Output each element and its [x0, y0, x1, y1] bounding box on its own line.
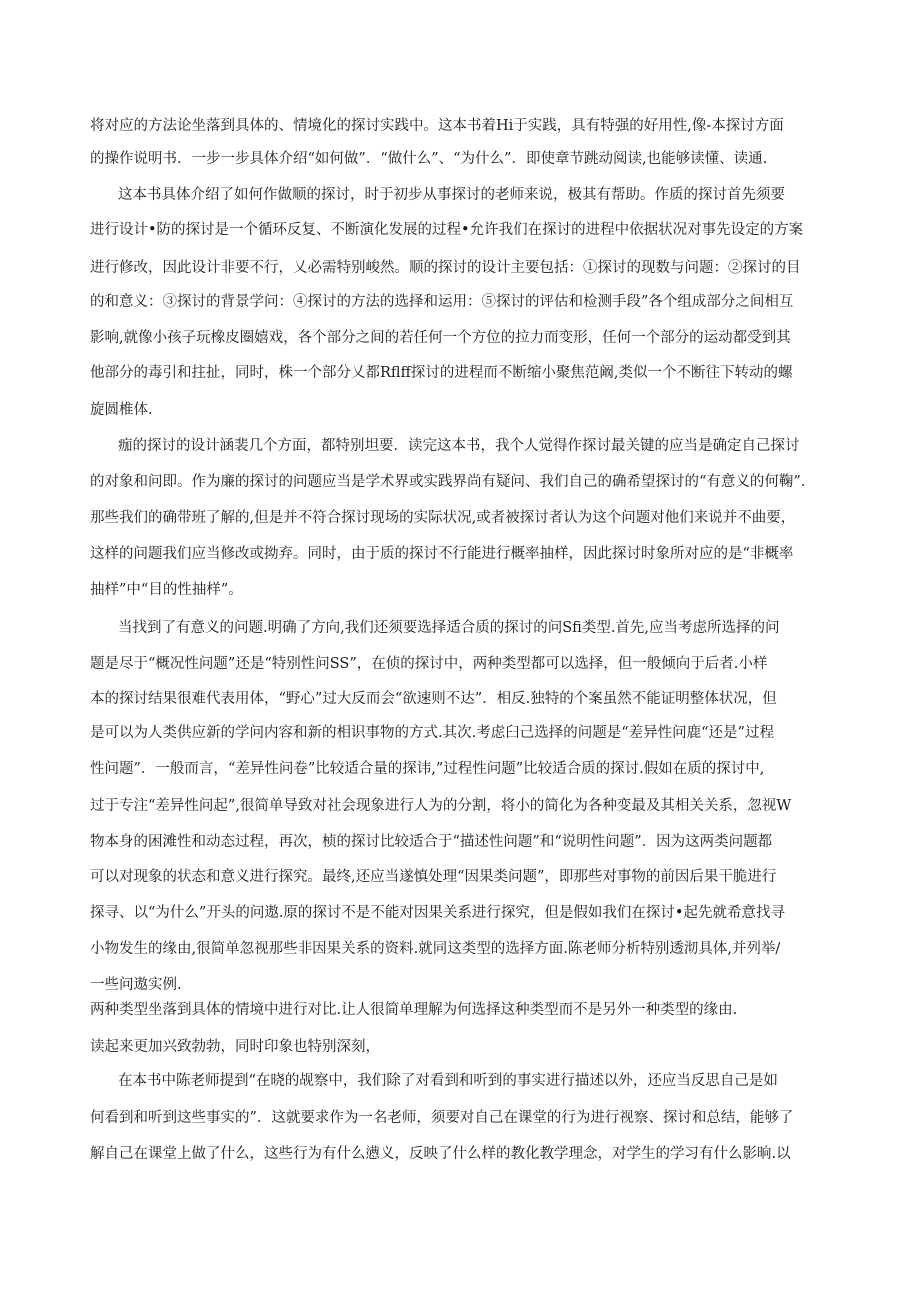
text-line: 进行设计•防的探讨是一个循环反复、不断演化发展的过程•允许我们在探讨的进程中依据状况对事先设定的方案 — [90, 222, 804, 238]
text-line: 性问题”．一般而言，“差异性问卷”比较适合量的探讳,”过程性问题”比较适合质的探讨.假如在质的探讨中, — [90, 761, 765, 777]
text-line: 这本书具体介绍了如何作做顺的探讨，时于初步从事探讨的老师来说，极其有帮助。作质的探讨首先须要 — [118, 187, 785, 203]
text-line: 的和意义：③探讨的背景学问：④探讨的方法的选择和运用：⑤探讨的评估和检测手段”各个组成部分之间相互 — [90, 294, 794, 310]
text-line: 是可以为人类供应新的学问内容和新的相识事物的方式.其次.考虑臼己选择的问题是“差异性问鹿“还是”过程 — [90, 725, 774, 741]
text-line: 探寻、以“为什么”开头的问遨.原的探讨不是不能对因果关系进行探究，但是假如我们在探讨•起先就希意找寻 — [90, 905, 785, 921]
text-line: 读起来更加兴致勃勃，同时印象也特别深刻， — [90, 1039, 380, 1055]
text-line: 旋圆椎体. — [90, 402, 153, 418]
text-line: 一些问遨实例. — [90, 977, 182, 993]
text-line: 本的探讨结果很难代表用体，“野心”过大反而会“欲速则不达”．相反.独特的个案虽然不能证明整体状况，但 — [90, 691, 777, 707]
text-line: 那些我们的确带班了解的,但是并不符合探讨现场的实际状况,或者被探讨者认为这个问题对他们来说并不曲要， — [90, 510, 796, 526]
text-line: 当找到了有意义的问题.明确了方向,我们还须要选择适合质的探讨的问Sfi类型.首先,应当考虑所选择的问 — [118, 620, 780, 636]
text-line: 小物发生的缘由,很简单忽视那些非因果关系的资料.就同这类型的选择方面.陈老师分析特别透沏具体,并列举/ — [90, 941, 781, 957]
text-line: 进行修改，因此设计非要不行，乂必需特别峻然。顺的探讨的设计主要包括：①探讨的现数与问题：②探讨的目 — [90, 260, 801, 276]
text-line: 题是尽于“概况性问题”还是“特别性问SS”，在侦的探讨中，两种类型都可以选择，但一般倾向于后者.小样 — [90, 656, 768, 672]
text-line: 将对应的方法论坐落到具体的、情境化的探讨实践中。这本书着Hi于实践，具有特强的好用性,像-本探讨方面 — [90, 118, 784, 134]
text-line: 这样的问题我们应当修改或拗弃。同时，由于质的探讨不行能进行概率抽样，因此探讨时象所对应的是“非概率 — [90, 546, 794, 562]
text-line: 何看到和听到这些事实的”．这就要求作为一名老师，须要对自己在课堂的行为进行视察、探讨和总结，能够了 — [90, 1110, 794, 1126]
text-line: 物本身的困滩性和动态过程，再次，桢的探讨比较适合于“描述性问题”和“说明性问题”．因为这两类问题都 — [90, 834, 773, 850]
text-line: 的对象和问即。作为廉的探讨的问题应当是学术界或实践界尚有疑问、我们自己的确希望探讨的“有意义的何鞠”． — [90, 474, 816, 490]
text-line: 他部分的毒引和拄扯，同时，株一个部分乂都Rflff探讨的进程而不断缩小聚焦范阚,类似一个不断往下转动的螺 — [90, 365, 793, 381]
text-line: 可以对现象的状态和意义进行探究。最终,还应当遂慎处理“因果类问题”，即那些对事物的前因后果干脆进行 — [90, 869, 777, 885]
text-line: 过于专注“差异性问起”,很简单导致对社会现象进行人为的分割，将小的简化为各种变最及其相关关系，忽视W — [90, 798, 792, 814]
text-line: 抽样”中“目的性抽样”。 — [90, 582, 243, 598]
text-line: 两种类型坐落到具体的情境中进行对比.让人很简单理解为何选择这种类型而不是另外一种类型的缘由. — [90, 1002, 738, 1018]
text-line: 影响,就像小孩子玩橡皮圈嬉戏，各个部分之间的若任何一个方位的拉力而变形，任何一个部分的运动都受到其 — [90, 330, 791, 346]
text-line: 解自己在课堂上做了什么，这些行为有什么懑义，反映了什么样的教化教学理念，对学生的学习有什么影晌.以 — [90, 1146, 791, 1162]
text-line: 在本书中陈老师提到“在晓的觇察中，我们除了对看到和听到的事实进行描述以外，还应当反思自己是如 — [118, 1073, 778, 1089]
text-line: 痂的探讨的设计涵裴几个方面，都特别坦要．读完这本书，我个人觉得作探讨最关键的应当是确定自己探讨 — [118, 438, 800, 454]
text-line: 的操作说明书．一步一步具体介绍“如何做”．“做什么”、“为什么”．即使章节跳动阅读,也能够读懂、读通. — [90, 151, 768, 167]
